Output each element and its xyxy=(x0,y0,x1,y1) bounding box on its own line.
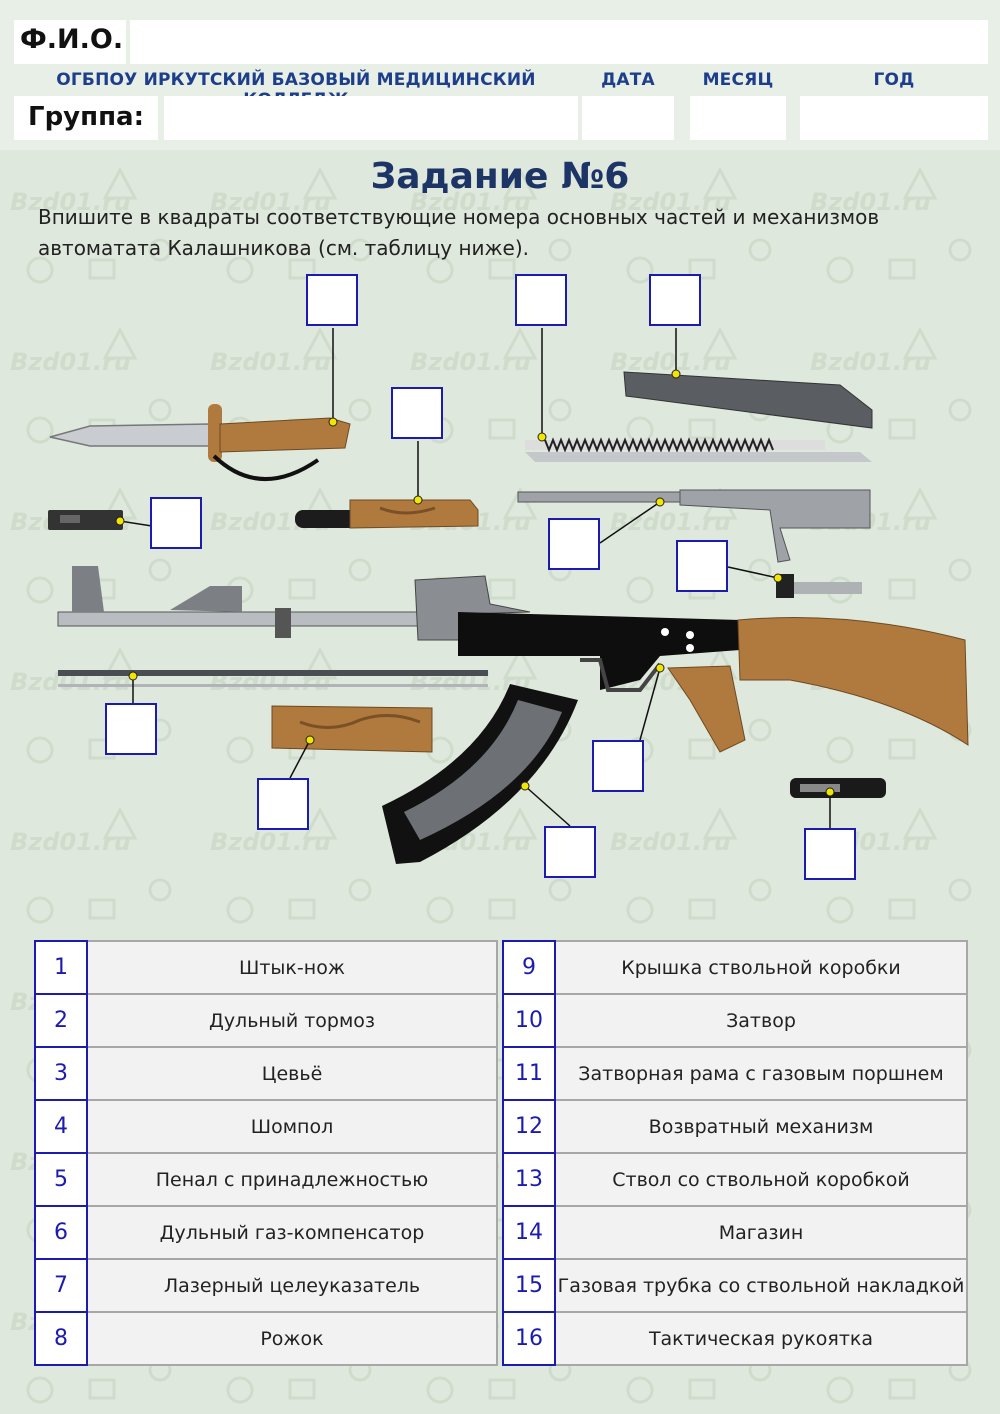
legend-part-name: Дульный тормоз xyxy=(87,994,497,1047)
legend-number: 16 xyxy=(503,1312,555,1365)
legend-number: 2 xyxy=(35,994,87,1047)
answer-box-kit[interactable] xyxy=(150,497,202,549)
legend-part-name: Возвратный механизм xyxy=(555,1100,967,1153)
legend-number: 10 xyxy=(503,994,555,1047)
page-title: Задание №6 xyxy=(370,156,630,197)
college-label: ОГБПОУ ИРКУТСКИЙ БАЗОВЫЙ МЕДИЦИНСКИЙ xyxy=(56,70,536,90)
legend-number: 3 xyxy=(35,1047,87,1100)
answer-box-bolt-carrier[interactable] xyxy=(548,518,600,570)
legend-part-name: Крышка ствольной коробки xyxy=(555,941,967,994)
legend-row xyxy=(503,1312,967,1365)
answer-box-upper-handguard[interactable] xyxy=(391,387,443,439)
answer-box-laser[interactable] xyxy=(804,828,856,880)
legend-number: 15 xyxy=(503,1259,555,1312)
instruction-line-2: автоматата Калашникова (см. таблицу ниже). xyxy=(38,236,530,260)
legend-part-name: Газовая трубка со ствольной накладкой xyxy=(555,1259,967,1312)
legend-number: 8 xyxy=(35,1312,87,1365)
legend-part-name: Ствол со ствольной коробкой xyxy=(555,1153,967,1206)
instruction-line-1: Впишите в квадраты соответствующие номера основных частей и механизмов xyxy=(38,205,880,229)
legend-row xyxy=(35,1312,497,1365)
legend-number: 4 xyxy=(35,1100,87,1153)
legend-row xyxy=(503,1259,967,1312)
legend-part-name: Штык-нож xyxy=(87,941,497,994)
legend-part-name: Лазерный целеуказатель xyxy=(87,1259,497,1312)
legend-row xyxy=(503,1206,967,1259)
legend-part-name: Шомпол xyxy=(87,1100,497,1153)
legend-row xyxy=(35,1206,497,1259)
fio-label: Ф.И.О. xyxy=(20,24,124,55)
answer-box-bolt[interactable] xyxy=(676,540,728,592)
legend-row xyxy=(503,1153,967,1206)
legend-part-name: Пенал с принадлежностью xyxy=(87,1153,497,1206)
legend-number: 9 xyxy=(503,941,555,994)
legend-number: 5 xyxy=(35,1153,87,1206)
legend-number: 1 xyxy=(35,941,87,994)
legend-row xyxy=(503,1047,967,1100)
legend-row xyxy=(35,1259,497,1312)
legend-part-name: Затворная рама с газовым поршнем xyxy=(555,1047,967,1100)
legend-part-name: Магазин xyxy=(555,1206,967,1259)
legend-part-name: Рожок xyxy=(87,1312,497,1365)
date-label: ДАТА xyxy=(601,70,655,90)
legend-number: 13 xyxy=(503,1153,555,1206)
bayonet-image xyxy=(50,404,350,479)
legend-row xyxy=(35,1153,497,1206)
legend-row xyxy=(35,941,497,994)
legend-row xyxy=(35,1047,497,1100)
legend-row xyxy=(503,1100,967,1153)
legend-number: 12 xyxy=(503,1100,555,1153)
legend-number: 11 xyxy=(503,1047,555,1100)
legend-part-name: Затвор xyxy=(555,994,967,1047)
answer-box-recoil-spring[interactable] xyxy=(515,274,567,326)
answer-box-lower-handguard[interactable] xyxy=(257,778,309,830)
month-label: МЕСЯЦ xyxy=(702,70,774,90)
legend-number: 14 xyxy=(503,1206,555,1259)
legend-number: 6 xyxy=(35,1206,87,1259)
legend-row xyxy=(35,1100,497,1153)
year-label: ГОД xyxy=(873,70,915,90)
legend-table-left xyxy=(34,940,498,1366)
group-label: Группа: xyxy=(28,102,144,132)
legend-row xyxy=(503,994,967,1047)
answer-box-receiver[interactable] xyxy=(592,740,644,792)
answer-box-dust-cover[interactable] xyxy=(649,274,701,326)
legend-table-right xyxy=(502,940,968,1366)
legend-row xyxy=(503,941,967,994)
legend-part-name: Тактическая рукоятка xyxy=(555,1312,967,1365)
answer-box-cleaning-rod[interactable] xyxy=(105,703,157,755)
legend-number: 7 xyxy=(35,1259,87,1312)
legend-row xyxy=(35,994,497,1047)
answer-box-magazine[interactable] xyxy=(544,826,596,878)
answer-box-bayonet[interactable] xyxy=(306,274,358,326)
legend-part-name: Цевьё xyxy=(87,1047,497,1100)
legend-part-name: Дульный газ-компенсатор xyxy=(87,1206,497,1259)
